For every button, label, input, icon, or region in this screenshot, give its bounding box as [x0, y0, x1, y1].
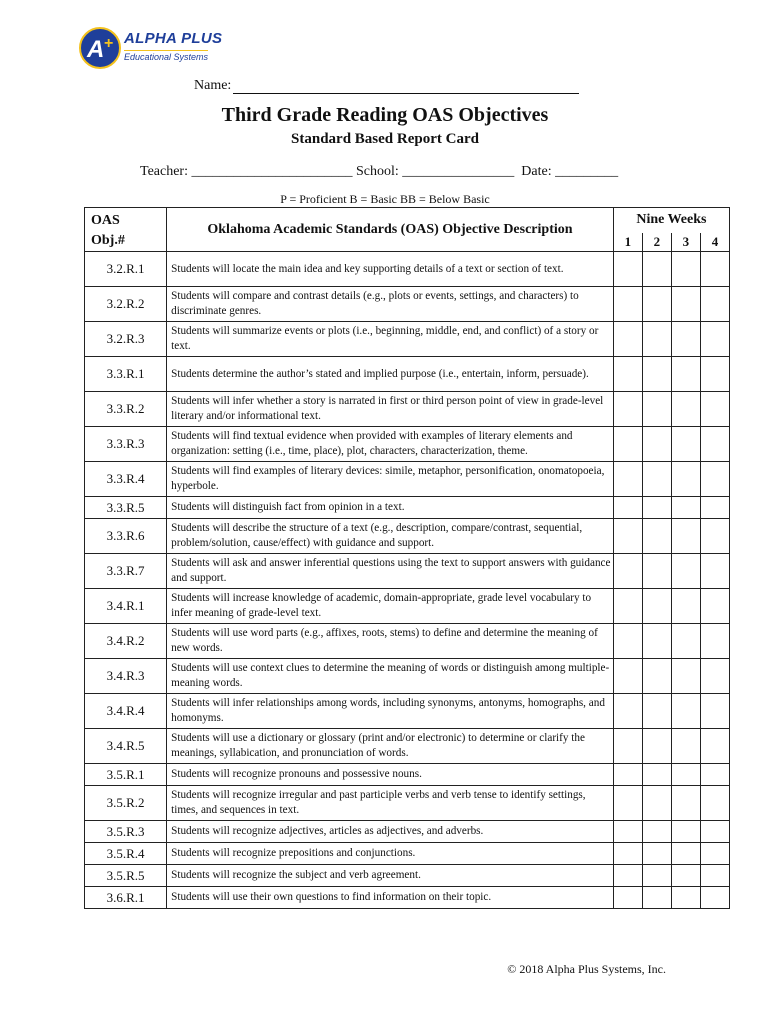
objective-description: Students will compare and contrast details (e.g., plots or events, settings, and characters) to discriminate genres.	[167, 287, 614, 322]
grade-cell-week-3[interactable]	[671, 554, 700, 589]
grade-cell-week-2[interactable]	[642, 519, 671, 554]
grade-cell-week-3[interactable]	[671, 865, 700, 887]
objective-code: 3.2.R.1	[85, 252, 167, 287]
grade-cell-week-2[interactable]	[642, 322, 671, 357]
grade-cell-week-1[interactable]	[613, 357, 642, 392]
table-row	[85, 865, 730, 887]
logo-title: ALPHA PLUS	[124, 30, 223, 47]
objectives-table	[84, 207, 730, 909]
grade-cell-week-4[interactable]	[700, 497, 729, 519]
objective-description: Students will recognize pronouns and possessive nouns.	[167, 764, 614, 786]
objective-description: Students will use a dictionary or glossary (print and/or electronic) to determine or clarify the meanings, syllabication, and pronunciation of words.	[167, 729, 614, 764]
grade-cell-week-2[interactable]	[642, 821, 671, 843]
objective-code: 3.4.R.3	[85, 659, 167, 694]
table-row	[85, 554, 730, 589]
grade-cell-week-4[interactable]	[700, 694, 729, 729]
table-row	[85, 821, 730, 843]
table-row	[85, 519, 730, 554]
grade-cell-week-4[interactable]	[700, 357, 729, 392]
table-row	[85, 786, 730, 821]
grade-cell-week-1[interactable]	[613, 624, 642, 659]
objective-description: Students determine the author’s stated and implied purpose (i.e., entertain, inform, persuade).	[167, 357, 614, 392]
grade-cell-week-2[interactable]	[642, 624, 671, 659]
grade-cell-week-4[interactable]	[700, 427, 729, 462]
grade-cell-week-1[interactable]	[613, 764, 642, 786]
table-row	[85, 624, 730, 659]
grade-cell-week-3[interactable]	[671, 497, 700, 519]
objective-code: 3.6.R.1	[85, 887, 167, 909]
grade-cell-week-4[interactable]	[700, 729, 729, 764]
grade-cell-week-2[interactable]	[642, 252, 671, 287]
objective-code: 3.5.R.5	[85, 865, 167, 887]
table-row	[85, 729, 730, 764]
name-field	[194, 78, 579, 94]
name-label: Name:	[194, 78, 232, 93]
table-row	[85, 427, 730, 462]
objective-description: Students will distinguish fact from opinion in a text.	[167, 497, 614, 519]
objective-description: Students will find textual evidence when provided with examples of literary elements and organization: setting (i.e., time, place), plot, characters, characterization, theme.	[167, 427, 614, 462]
objective-code: 3.4.R.4	[85, 694, 167, 729]
table-row	[85, 392, 730, 427]
grade-cell-week-3[interactable]	[671, 462, 700, 497]
objective-code: 3.3.R.3	[85, 427, 167, 462]
grade-cell-week-2[interactable]	[642, 357, 671, 392]
grade-cell-week-1[interactable]	[613, 821, 642, 843]
objective-code: 3.3.R.5	[85, 497, 167, 519]
table-row	[85, 497, 730, 519]
objective-code: 3.3.R.7	[85, 554, 167, 589]
table-row	[85, 462, 730, 497]
grade-cell-week-3[interactable]	[671, 659, 700, 694]
grade-cell-week-4[interactable]	[700, 659, 729, 694]
objective-code: 3.5.R.1	[85, 764, 167, 786]
week-header-2: 2	[642, 233, 671, 252]
week-header-4: 4	[700, 233, 729, 252]
grade-cell-week-2[interactable]	[642, 764, 671, 786]
objective-description: Students will use their own questions to find information on their topic.	[167, 887, 614, 909]
objective-code: 3.3.R.1	[85, 357, 167, 392]
grade-cell-week-3[interactable]	[671, 589, 700, 624]
grade-cell-week-1[interactable]	[613, 287, 642, 322]
grade-cell-week-4[interactable]	[700, 624, 729, 659]
objective-description: Students will recognize irregular and past participle verbs and verb tense to identify settings, times, and sequences in text.	[167, 786, 614, 821]
grade-cell-week-2[interactable]	[642, 392, 671, 427]
grade-cell-week-2[interactable]	[642, 427, 671, 462]
objective-description: Students will infer whether a story is narrated in first or third person point of view in grade-level literary and/or informational text.	[167, 392, 614, 427]
copyright-footer: © 2018 Alpha Plus Systems, Inc.	[507, 962, 666, 976]
grade-cell-week-3[interactable]	[671, 624, 700, 659]
grade-cell-week-1[interactable]	[613, 497, 642, 519]
grade-cell-week-4[interactable]	[700, 821, 729, 843]
objective-description: Students will increase knowledge of academic, domain-appropriate, grade level vocabulary to infer meaning of grade-level text.	[167, 589, 614, 624]
grade-cell-week-1[interactable]	[613, 554, 642, 589]
grade-cell-week-1[interactable]	[613, 322, 642, 357]
grade-cell-week-1[interactable]	[613, 252, 642, 287]
grade-cell-week-2[interactable]	[642, 287, 671, 322]
objective-description: Students will use word parts (e.g., affixes, roots, stems) to define and determine the meaning of new words.	[167, 624, 614, 659]
grade-cell-week-1[interactable]	[613, 519, 642, 554]
grade-cell-week-2[interactable]	[642, 589, 671, 624]
grade-cell-week-3[interactable]	[671, 729, 700, 764]
grade-cell-week-1[interactable]	[613, 865, 642, 887]
grade-cell-week-1[interactable]	[613, 887, 642, 909]
table-row	[85, 764, 730, 786]
svg-text:A: A	[87, 36, 105, 63]
grade-cell-week-3[interactable]	[671, 287, 700, 322]
grade-cell-week-4[interactable]	[700, 392, 729, 427]
objective-code: 3.5.R.4	[85, 843, 167, 865]
grade-cell-week-4[interactable]	[700, 252, 729, 287]
column-header-obj: OAS Obj.#	[85, 208, 167, 252]
objective-description: Students will infer relationships among words, including synonyms, antonyms, homographs, and homonyms.	[167, 694, 614, 729]
grade-cell-week-1[interactable]	[613, 659, 642, 694]
column-header-nine-weeks: Nine Weeks	[613, 208, 729, 233]
objective-description: Students will ask and answer inferential questions using the text to support answers with guidance and support.	[167, 554, 614, 589]
grade-cell-week-3[interactable]	[671, 427, 700, 462]
objective-description: Students will describe the structure of a text (e.g., description, compare/contrast, sequential, problem/solution, cause/effect) with guidance and support.	[167, 519, 614, 554]
column-header-description: Oklahoma Academic Standards (OAS) Objective Description	[167, 208, 614, 252]
grade-cell-week-3[interactable]	[671, 843, 700, 865]
grade-cell-week-2[interactable]	[642, 659, 671, 694]
table-row	[85, 843, 730, 865]
grade-cell-week-2[interactable]	[642, 865, 671, 887]
grade-cell-week-1[interactable]	[613, 462, 642, 497]
table-row	[85, 252, 730, 287]
objective-description: Students will use context clues to determine the meaning of words or distinguish among multiple-meaning words.	[167, 659, 614, 694]
grading-legend: P = Proficient B = Basic BB = Below Basic	[280, 192, 490, 206]
grade-cell-week-1[interactable]	[613, 786, 642, 821]
grade-cell-week-4[interactable]	[700, 322, 729, 357]
table-row	[85, 659, 730, 694]
objective-description: Students will recognize the subject and verb agreement.	[167, 865, 614, 887]
objective-description: Students will recognize adjectives, articles as adjectives, and adverbs.	[167, 821, 614, 843]
grade-cell-week-2[interactable]	[642, 887, 671, 909]
table-row	[85, 287, 730, 322]
objective-code: 3.4.R.2	[85, 624, 167, 659]
grade-cell-week-4[interactable]	[700, 865, 729, 887]
grade-cell-week-3[interactable]	[671, 252, 700, 287]
objective-code: 3.5.R.3	[85, 821, 167, 843]
grade-cell-week-4[interactable]	[700, 786, 729, 821]
grade-cell-week-3[interactable]	[671, 821, 700, 843]
alpha-plus-logo	[78, 26, 228, 70]
grade-cell-week-1[interactable]	[613, 729, 642, 764]
objective-code: 3.4.R.1	[85, 589, 167, 624]
name-blank-line[interactable]	[233, 79, 579, 94]
grade-cell-week-4[interactable]	[700, 589, 729, 624]
grade-cell-week-2[interactable]	[642, 729, 671, 764]
grade-cell-week-3[interactable]	[671, 887, 700, 909]
table-row	[85, 887, 730, 909]
grade-cell-week-3[interactable]	[671, 357, 700, 392]
objective-description: Students will summarize events or plots (i.e., beginning, middle, end, and conflict) of a story or text.	[167, 322, 614, 357]
grade-cell-week-4[interactable]	[700, 519, 729, 554]
grade-cell-week-1[interactable]	[613, 427, 642, 462]
grade-cell-week-2[interactable]	[642, 694, 671, 729]
objective-description: Students will locate the main idea and key supporting details of a text or section of text.	[167, 252, 614, 287]
grade-cell-week-3[interactable]	[671, 392, 700, 427]
objective-code: 3.3.R.6	[85, 519, 167, 554]
objective-description: Students will find examples of literary devices: simile, metaphor, personification, onomatopoeia, hyperbole.	[167, 462, 614, 497]
grade-cell-week-4[interactable]	[700, 462, 729, 497]
objective-code: 3.2.R.2	[85, 287, 167, 322]
grade-cell-week-2[interactable]	[642, 786, 671, 821]
grade-cell-week-2[interactable]	[642, 554, 671, 589]
table-row	[85, 357, 730, 392]
grade-cell-week-2[interactable]	[642, 497, 671, 519]
page-subtitle: Standard Based Report Card	[291, 131, 479, 147]
objective-code: 3.3.R.2	[85, 392, 167, 427]
objective-description: Students will recognize prepositions and conjunctions.	[167, 843, 614, 865]
table-row	[85, 694, 730, 729]
grade-cell-week-3[interactable]	[671, 694, 700, 729]
grade-cell-week-2[interactable]	[642, 843, 671, 865]
logo-subtitle: Educational Systems	[124, 52, 209, 62]
grade-cell-week-3[interactable]	[671, 786, 700, 821]
grade-cell-week-2[interactable]	[642, 462, 671, 497]
grade-cell-week-4[interactable]	[700, 287, 729, 322]
table-row	[85, 589, 730, 624]
grade-cell-week-1[interactable]	[613, 694, 642, 729]
grade-cell-week-1[interactable]	[613, 589, 642, 624]
week-header-1: 1	[613, 233, 642, 252]
grade-cell-week-3[interactable]	[671, 322, 700, 357]
svg-text:+: +	[104, 35, 114, 52]
grade-cell-week-3[interactable]	[671, 764, 700, 786]
objective-code: 3.2.R.3	[85, 322, 167, 357]
grade-cell-week-4[interactable]	[700, 554, 729, 589]
week-header-3: 3	[671, 233, 700, 252]
grade-cell-week-4[interactable]	[700, 843, 729, 865]
teacher-school-date-line: Teacher: _______________________ School: ________________ Date: _________	[140, 164, 619, 179]
objective-code: 3.4.R.5	[85, 729, 167, 764]
grade-cell-week-4[interactable]	[700, 764, 729, 786]
objective-code: 3.3.R.4	[85, 462, 167, 497]
page-title: Third Grade Reading OAS Objectives	[221, 104, 549, 126]
a-plus-logo-icon	[78, 26, 122, 70]
grade-cell-week-1[interactable]	[613, 392, 642, 427]
grade-cell-week-4[interactable]	[700, 887, 729, 909]
objective-code: 3.5.R.2	[85, 786, 167, 821]
grade-cell-week-3[interactable]	[671, 519, 700, 554]
grade-cell-week-1[interactable]	[613, 843, 642, 865]
table-row	[85, 322, 730, 357]
